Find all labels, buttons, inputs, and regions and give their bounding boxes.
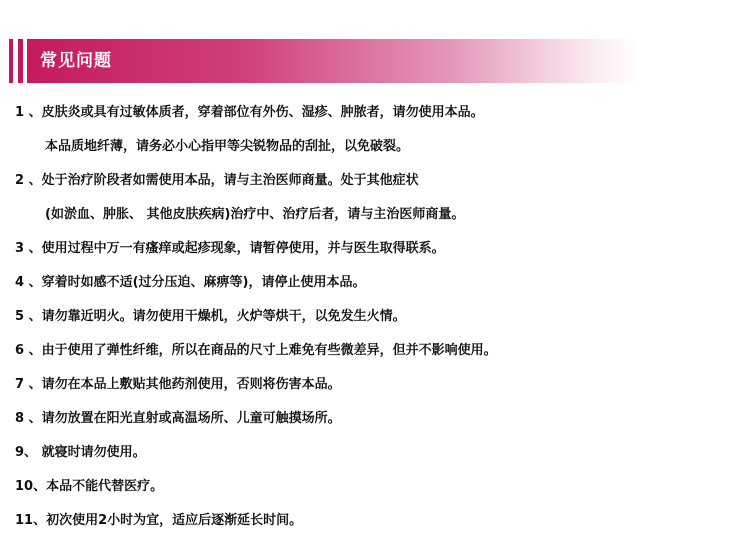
faq-item-7: 7 、请勿在本品上敷贴其他药剂使用，否则将伤害本品。 — [15, 377, 341, 392]
faq-item-9: 9、 就寝时请勿使用。 — [15, 445, 146, 460]
faq-item-4: 4 、穿着时如感不适(过分压迫、麻痹等)，请停止使用本品。 — [15, 275, 366, 290]
faq-item-11: 11、初次使用2小时为宜，适应后逐渐延长时间。 — [15, 513, 303, 528]
faq-item-10: 10、本品不能代替医疗。 — [15, 479, 164, 494]
faq-item-1-continuation: 本品质地纤薄，请务必小心指甲等尖锐物品的刮扯，以免破裂。 — [45, 139, 410, 154]
page-title: 常见问题 — [40, 51, 112, 71]
section-header — [9, 39, 750, 83]
faq-item-6: 6 、由于使用了弹性纤维，所以在商品的尺寸上难免有些微差异，但并不影响使用。 — [15, 343, 497, 358]
faq-item-3: 3 、使用过程中万一有瘙痒或起疹现象，请暂停使用，并与医生取得联系。 — [15, 241, 445, 256]
header-accent-bar-right — [18, 39, 23, 83]
faq-item-8: 8 、请勿放置在阳光直射或高温场所、儿童可触摸场所。 — [15, 411, 341, 426]
faq-item-5: 5 、请勿靠近明火。请勿使用干燥机，火炉等烘干，以免发生火情。 — [15, 309, 406, 324]
header-gradient-band — [27, 39, 640, 83]
faq-item-2: 2 、处于治疗阶段者如需使用本品，请与主治医师商量。处于其他症状 — [15, 173, 419, 188]
faq-item-1: 1 、皮肤炎或具有过敏体质者，穿着部位有外伤、湿疹、肿脓者，请勿使用本品。 — [15, 105, 484, 120]
faq-item-2-continuation: (如淤血、肿胀、 其他皮肤疾病)治疗中、治疗后者，请与主治医师商量。 — [45, 207, 465, 222]
header-accent-bar-left — [9, 39, 13, 83]
